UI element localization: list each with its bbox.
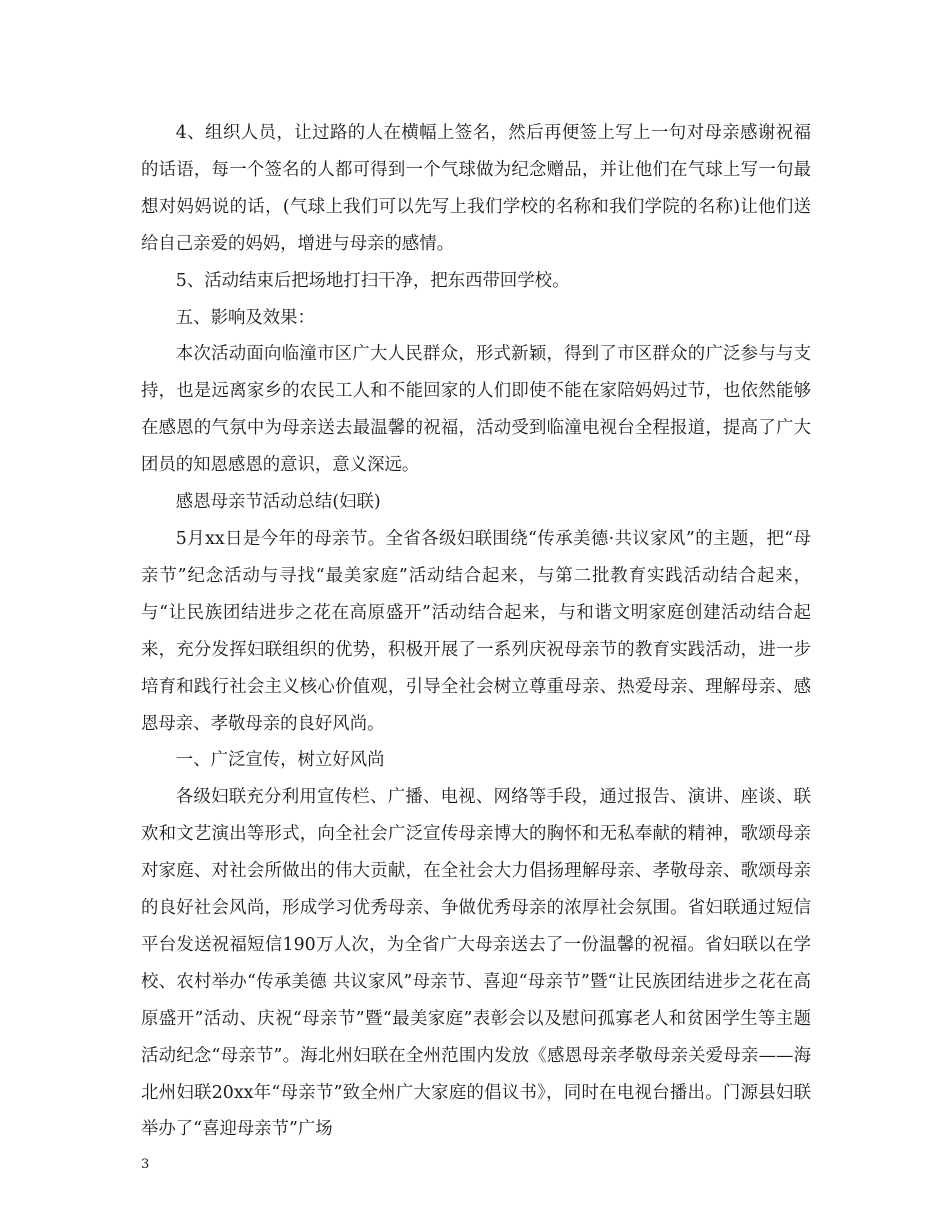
paragraph-impact: 本次活动面向临潼市区广大人民群众，形式新颖，得到了市区群众的广泛参与与支持，也是远离家乡的农民工人和不能回家的人们即使不能在家陪妈妈过节，也依然能够在感恩的气氛中为母亲送去最温馨的祝福，活动受到临潼电视台全程报道，提高了广大团员的知恩感恩的意识，意义深远。 <box>141 344 811 476</box>
section-heading-impact: 五、影响及效果： <box>175 307 315 328</box>
page-number: 3 <box>141 1157 150 1172</box>
paragraph-item-5: 5、活动结束后把场地打扫干净，把东西带回学校。 <box>175 270 570 291</box>
paragraph-summary-intro: 5月xx日是今年的母亲节。全省各级妇联围绕“传承美德·共议家风”的主题，把“母亲节”纪念活动与寻找“最美家庭”活动结合起来，与第二批教育实践活动结合起来，与“让民族团结进步之花在高原盛开”活动结合起来，与和谐文明家庭创建活动结合起来，充分发挥妇联组织的优势，积极开展了一系列庆祝母亲节的教育实践活动，进一步培育和践行社会主义核心价值观，引导全社会树立尊重母亲、热爱母亲、理解母亲、感恩母亲、孝敬母亲的良好风尚。 <box>141 528 811 734</box>
section-title-summary: 感恩母亲节活动总结(妇联) <box>175 492 381 513</box>
paragraph-publicity: 各级妇联充分利用宣传栏、广播、电视、网络等手段，通过报告、演讲、座谈、联欢和文艺演出等形式，向全社会广泛宣传母亲博大的胸怀和无私奉献的精神，歌颂母亲对家庭、对社会所做出的伟大贡献，在全社会大力倡扬理解母亲、孝敬母亲、歌颂母亲的良好社会风尚，形成学习优秀母亲、争做优秀母亲的浓厚社会氛围。省妇联通过短信平台发送祝福短信190万人次，为全省广大母亲送去了一份温馨的祝福。省妇联以在学校、农村举办“传承美德 共议家风”母亲节、喜迎“母亲节”暨“让民族团结进步之花在高原盛开”活动、庆祝“母亲节”暨“最美家庭”表彰会以及慰问孤寡老人和贫困学生等主题活动纪念“母亲节”。海北州妇联在全州范围内发放《感恩母亲孝敬母亲关爱母亲——海北州妇联20xx年“母亲节”致全州广大家庭的倡议书》，同时在电视台播出。门源县妇联举办了“喜迎母亲节”广场 <box>141 787 811 1140</box>
page-body <box>141 115 811 1148</box>
paragraph-item-4: 4、组织人员，让过路的人在横幅上签名，然后再便签上写上一句对母亲感谢祝福的话语，每一个签名的人都可得到一个气球做为纪念赠品，并让他们在气球上写一句最想对妈妈说的话，(气球上我们可以先写上我们学校的名称和我们学院的名称)让他们送给自己亲爱的妈妈，增进与母亲的感情。 <box>141 123 811 254</box>
section-heading-publicity: 一、广泛宣传，树立好风尚 <box>175 750 385 771</box>
